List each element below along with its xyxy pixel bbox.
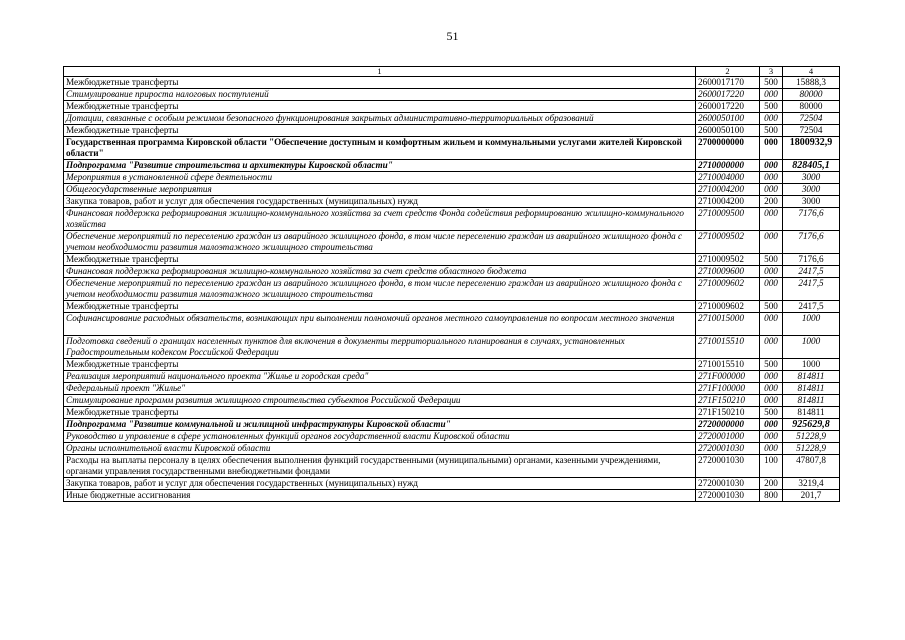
row-code-cell: 271F150210 xyxy=(696,407,760,419)
table-row xyxy=(64,359,840,371)
row-code-cell: 2720001030 xyxy=(696,490,760,502)
row-sum-cell: 814811 xyxy=(783,383,840,395)
row-vr-cell: 500 xyxy=(760,254,783,266)
row-code-cell: 271F100000 xyxy=(696,383,760,395)
table-row xyxy=(64,383,840,395)
row-code-cell: 2600017220 xyxy=(696,89,760,101)
table-row xyxy=(64,478,840,490)
row-sum-cell: 7176,6 xyxy=(783,208,840,231)
row-code-cell: 2710009502 xyxy=(696,254,760,266)
row-vr-cell: 000 xyxy=(760,184,783,196)
row-name-cell: Финансовая поддержка реформирования жилищно-коммунального хозяйства за счет средств Фонда содействия реформированию жилищно-коммунального хозяйства xyxy=(64,208,696,231)
row-sum-cell: 2417,5 xyxy=(783,266,840,278)
table-row xyxy=(64,336,840,359)
table-row xyxy=(64,395,840,407)
row-name-cell: Подготовка сведений о границах населенных пунктов для включения в документы территориального планирования в случаях, установленных Градостроительным кодексом Российской Федерации xyxy=(64,336,696,359)
table-row xyxy=(64,455,840,478)
table-row xyxy=(64,137,840,160)
row-name-cell: Межбюджетные трансферты xyxy=(64,301,696,313)
row-code-cell: 2710000000 xyxy=(696,160,760,172)
table-row xyxy=(64,208,840,231)
row-name-cell: Финансовая поддержка реформирования жилищно-коммунального хозяйства за счет средств областного бюджета xyxy=(64,266,696,278)
row-name-cell: Расходы на выплаты персоналу в целях обеспечения выполнения функций государственными (муниципальными) органами, казенными учреждениями, органами управления государственными внебюджетными фондами xyxy=(64,455,696,478)
row-sum-cell: 828405,1 xyxy=(783,160,840,172)
row-sum-cell: 15888,3 xyxy=(783,77,840,89)
row-sum-cell: 814811 xyxy=(783,395,840,407)
row-code-cell: 2720000000 xyxy=(696,419,760,431)
row-vr-cell: 500 xyxy=(760,407,783,419)
row-vr-cell: 000 xyxy=(760,160,783,172)
row-vr-cell: 000 xyxy=(760,371,783,383)
row-code-cell: 2700000000 xyxy=(696,137,760,160)
row-name-cell: Межбюджетные трансферты xyxy=(64,77,696,89)
row-code-cell: 2710009600 xyxy=(696,266,760,278)
row-code-cell: 2710015510 xyxy=(696,359,760,371)
row-vr-cell: 500 xyxy=(760,359,783,371)
row-name-cell: Государственная программа Кировской области "Обеспечение доступным и комфортным жильем и коммунальными услугами жителей Кировской области" xyxy=(64,137,696,160)
table-body xyxy=(64,77,840,502)
row-name-cell: Стимулирование программ развития жилищного строительства субъектов Российской Федерации xyxy=(64,395,696,407)
row-vr-cell: 200 xyxy=(760,196,783,208)
row-name-cell: Закупка товаров, работ и услуг для обеспечения государственных (муниципальных) нужд xyxy=(64,478,696,490)
table-row xyxy=(64,313,840,336)
table-row xyxy=(64,160,840,172)
row-vr-cell: 000 xyxy=(760,231,783,254)
row-vr-cell: 000 xyxy=(760,266,783,278)
row-code-cell: 271F000000 xyxy=(696,371,760,383)
table-row xyxy=(64,196,840,208)
table-row xyxy=(64,443,840,455)
header-col-name: 1 xyxy=(64,67,696,77)
row-sum-cell: 51228,9 xyxy=(783,443,840,455)
row-sum-cell: 1800932,9 xyxy=(783,137,840,160)
row-sum-cell: 1000 xyxy=(783,359,840,371)
table-row xyxy=(64,254,840,266)
row-sum-cell: 80000 xyxy=(783,101,840,113)
budget-table xyxy=(63,66,840,502)
table-row xyxy=(64,266,840,278)
row-sum-cell: 3000 xyxy=(783,184,840,196)
row-name-cell: Органы исполнительной власти Кировской области xyxy=(64,443,696,455)
row-sum-cell: 72504 xyxy=(783,113,840,125)
row-sum-cell: 201,7 xyxy=(783,490,840,502)
table-row xyxy=(64,184,840,196)
table-row xyxy=(64,407,840,419)
row-vr-cell: 000 xyxy=(760,89,783,101)
row-code-cell: 2710004200 xyxy=(696,184,760,196)
row-vr-cell: 500 xyxy=(760,101,783,113)
row-name-cell: Реализация мероприятий национального проекта "Жилье и городская среда" xyxy=(64,371,696,383)
row-name-cell: Общегосударственные мероприятия xyxy=(64,184,696,196)
row-sum-cell: 2417,5 xyxy=(783,278,840,301)
row-sum-cell: 3000 xyxy=(783,196,840,208)
row-code-cell: 2600017170 xyxy=(696,77,760,89)
table-row xyxy=(64,113,840,125)
row-sum-cell: 7176,6 xyxy=(783,231,840,254)
header-col-vr: 3 xyxy=(760,67,783,77)
row-sum-cell: 814811 xyxy=(783,407,840,419)
row-vr-cell: 500 xyxy=(760,125,783,137)
row-code-cell: 2720001030 xyxy=(696,478,760,490)
row-sum-cell: 1000 xyxy=(783,336,840,359)
header-col-code: 2 xyxy=(696,67,760,77)
table-header-row xyxy=(64,67,840,77)
row-name-cell: Иные бюджетные ассигнования xyxy=(64,490,696,502)
row-name-cell: Межбюджетные трансферты xyxy=(64,254,696,266)
row-name-cell: Обеспечение мероприятий по переселению граждан из аварийного жилищного фонда, в том числе переселению граждан из аварийного жилищного фонда с учетом необходимости развития малоэтажного жилищного строительства xyxy=(64,231,696,254)
row-vr-cell: 500 xyxy=(760,77,783,89)
row-vr-cell: 000 xyxy=(760,137,783,160)
row-name-cell: Межбюджетные трансферты xyxy=(64,359,696,371)
row-code-cell: 2720001030 xyxy=(696,443,760,455)
page-number: 51 xyxy=(446,29,459,43)
row-sum-cell: 7176,6 xyxy=(783,254,840,266)
row-code-cell: 2710015510 xyxy=(696,336,760,359)
row-code-cell: 2710004000 xyxy=(696,172,760,184)
row-vr-cell: 000 xyxy=(760,431,783,443)
row-name-cell: Закупка товаров, работ и услуг для обеспечения государственных (муниципальных) нужд xyxy=(64,196,696,208)
row-name-cell: Подпрограмма "Развитие строительства и архитектуры Кировской области" xyxy=(64,160,696,172)
row-sum-cell: 1000 xyxy=(783,313,840,336)
row-code-cell: 2710009602 xyxy=(696,278,760,301)
row-name-cell: Межбюджетные трансферты xyxy=(64,101,696,113)
row-name-cell: Межбюджетные трансферты xyxy=(64,125,696,137)
table-row xyxy=(64,231,840,254)
row-code-cell: 2720001000 xyxy=(696,431,760,443)
row-vr-cell: 200 xyxy=(760,478,783,490)
row-code-cell: 2710009502 xyxy=(696,231,760,254)
row-vr-cell: 000 xyxy=(760,208,783,231)
row-code-cell: 2600050100 xyxy=(696,113,760,125)
table-row xyxy=(64,77,840,89)
row-code-cell: 2720001030 xyxy=(696,455,760,478)
row-code-cell: 2710009500 xyxy=(696,208,760,231)
row-vr-cell: 100 xyxy=(760,455,783,478)
row-name-cell: Мероприятия в установленной сфере деятельности xyxy=(64,172,696,184)
row-name-cell: Софинансирование расходных обязательств, возникающих при выполнении полномочий органов местного самоуправления по вопросам местного значения xyxy=(64,313,696,336)
row-sum-cell: 51228,9 xyxy=(783,431,840,443)
table-row xyxy=(64,301,840,313)
row-vr-cell: 000 xyxy=(760,278,783,301)
row-vr-cell: 000 xyxy=(760,113,783,125)
row-code-cell: 271F150210 xyxy=(696,395,760,407)
row-sum-cell: 47807,8 xyxy=(783,455,840,478)
row-name-cell: Обеспечение мероприятий по переселению граждан из аварийного жилищного фонда, в том числе переселению граждан из аварийного жилищного фонда с учетом необходимости развития малоэтажного жилищного строительства xyxy=(64,278,696,301)
row-vr-cell: 000 xyxy=(760,313,783,336)
row-vr-cell: 000 xyxy=(760,419,783,431)
row-code-cell: 2600017220 xyxy=(696,101,760,113)
row-sum-cell: 72504 xyxy=(783,125,840,137)
header-col-sum: 4 xyxy=(783,67,840,77)
row-sum-cell: 3219,4 xyxy=(783,478,840,490)
row-sum-cell: 80000 xyxy=(783,89,840,101)
row-vr-cell: 000 xyxy=(760,172,783,184)
row-vr-cell: 800 xyxy=(760,490,783,502)
row-name-cell: Межбюджетные трансферты xyxy=(64,407,696,419)
row-vr-cell: 000 xyxy=(760,383,783,395)
row-name-cell: Федеральный проект "Жилье" xyxy=(64,383,696,395)
row-sum-cell: 3000 xyxy=(783,172,840,184)
row-vr-cell: 000 xyxy=(760,395,783,407)
row-code-cell: 2710009602 xyxy=(696,301,760,313)
row-vr-cell: 500 xyxy=(760,301,783,313)
row-sum-cell: 925629,8 xyxy=(783,419,840,431)
table-row xyxy=(64,278,840,301)
row-vr-cell: 000 xyxy=(760,443,783,455)
row-code-cell: 2710004200 xyxy=(696,196,760,208)
table-row xyxy=(64,125,840,137)
table-row xyxy=(64,172,840,184)
row-name-cell: Стимулирование прироста налоговых поступлений xyxy=(64,89,696,101)
table-row xyxy=(64,89,840,101)
table-row xyxy=(64,431,840,443)
table-row xyxy=(64,490,840,502)
row-name-cell: Дотации, связанные с особым режимом безопасного функционирования закрытых административно-территориальных образований xyxy=(64,113,696,125)
row-name-cell: Руководство и управление в сфере установленных функций органов государственной власти Кировской области xyxy=(64,431,696,443)
row-sum-cell: 2417,5 xyxy=(783,301,840,313)
row-vr-cell: 000 xyxy=(760,336,783,359)
table-row xyxy=(64,371,840,383)
row-sum-cell: 814811 xyxy=(783,371,840,383)
table-row xyxy=(64,419,840,431)
row-name-cell: Подпрограмма "Развитие коммунальной и жилищной инфраструктуры Кировской области" xyxy=(64,419,696,431)
table-row xyxy=(64,101,840,113)
row-code-cell: 2710015000 xyxy=(696,313,760,336)
row-code-cell: 2600050100 xyxy=(696,125,760,137)
